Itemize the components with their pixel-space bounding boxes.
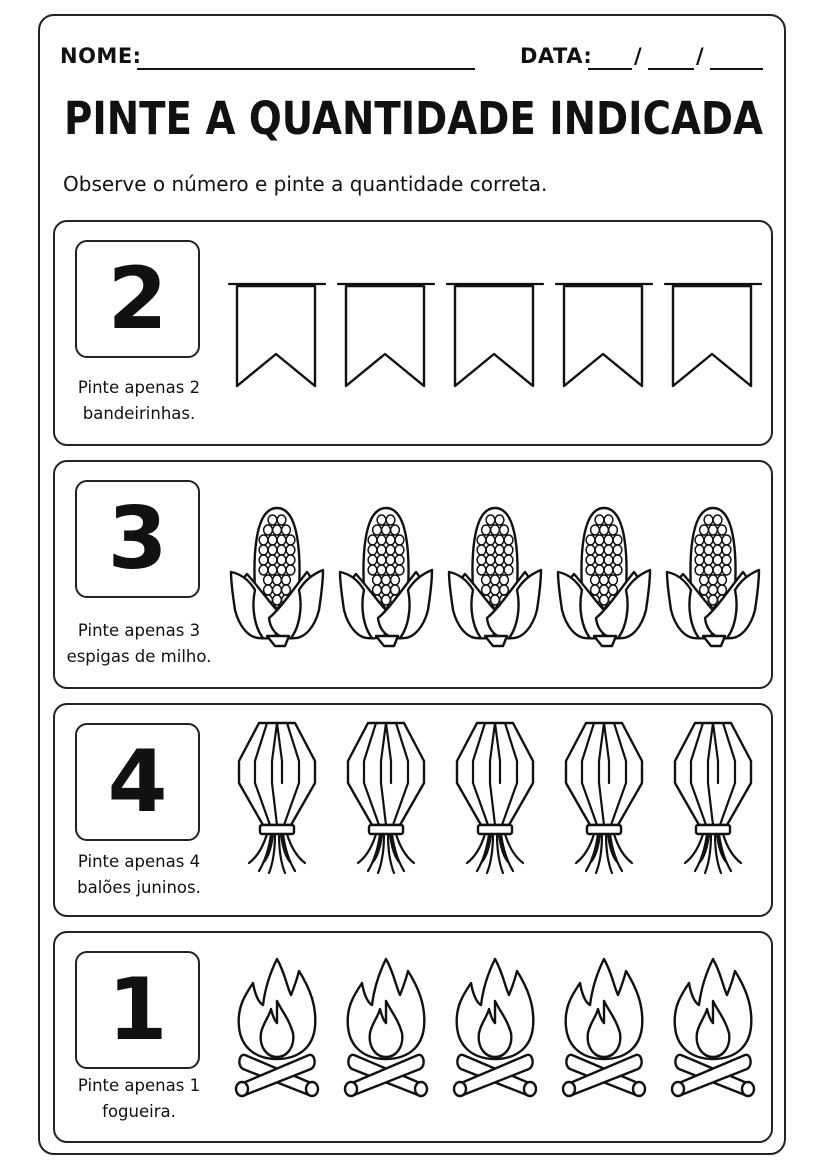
number-box: 4	[75, 723, 200, 841]
corn-icon[interactable]	[663, 476, 763, 646]
instruction-text: Pinte apenas 2 bandeirinhas.	[77, 378, 201, 423]
instruction-text: Pinte apenas 3 espigas de milho.	[66, 621, 212, 666]
lantern-icon[interactable]	[554, 711, 654, 881]
corn-icon[interactable]	[554, 476, 654, 646]
lantern-icon[interactable]	[663, 711, 763, 881]
date-month-line[interactable]	[648, 68, 694, 70]
exercise-row-flags	[53, 220, 773, 446]
date-separator: /	[696, 44, 704, 68]
item-group	[221, 947, 769, 1117]
number-box: 3	[75, 480, 200, 598]
corn-icon[interactable]	[227, 476, 327, 646]
name-label: NOME:	[60, 44, 142, 68]
lantern-icon[interactable]	[445, 711, 545, 881]
instruction-text: Pinte apenas 1 fogueira.	[77, 1076, 201, 1121]
exercise-row-lanterns	[53, 703, 773, 917]
flag-icon[interactable]	[445, 236, 545, 406]
corn-icon[interactable]	[336, 476, 436, 646]
item-group	[221, 236, 769, 406]
lantern-icon[interactable]	[227, 711, 327, 881]
date-label: DATA:	[520, 44, 593, 68]
exercise-row-corn	[53, 460, 773, 689]
instruction-text: Pinte apenas 4 balões juninos.	[77, 852, 201, 897]
number-box: 2	[75, 240, 200, 358]
instructions-text: Observe o número e pinte a quantidade correta.	[63, 172, 548, 196]
flag-icon[interactable]	[554, 236, 654, 406]
item-group	[221, 476, 769, 646]
flag-icon[interactable]	[663, 236, 763, 406]
number-box: 1	[75, 951, 200, 1069]
bonfire-icon[interactable]	[445, 943, 545, 1113]
bonfire-icon[interactable]	[227, 943, 327, 1113]
date-separator: /	[634, 44, 642, 68]
bonfire-icon[interactable]	[663, 943, 763, 1113]
bonfire-icon[interactable]	[336, 943, 436, 1113]
date-year-line[interactable]	[710, 68, 763, 70]
name-field-line[interactable]	[137, 68, 475, 70]
exercise-row-bonfires	[53, 931, 773, 1143]
flag-icon[interactable]	[227, 236, 327, 406]
date-day-line[interactable]	[588, 68, 632, 70]
item-group	[221, 719, 769, 889]
lantern-icon[interactable]	[336, 711, 436, 881]
flag-icon[interactable]	[336, 236, 436, 406]
bonfire-icon[interactable]	[554, 943, 654, 1113]
corn-icon[interactable]	[445, 476, 545, 646]
page-title: PINTE A QUANTIDADE INDICADA	[63, 92, 763, 145]
